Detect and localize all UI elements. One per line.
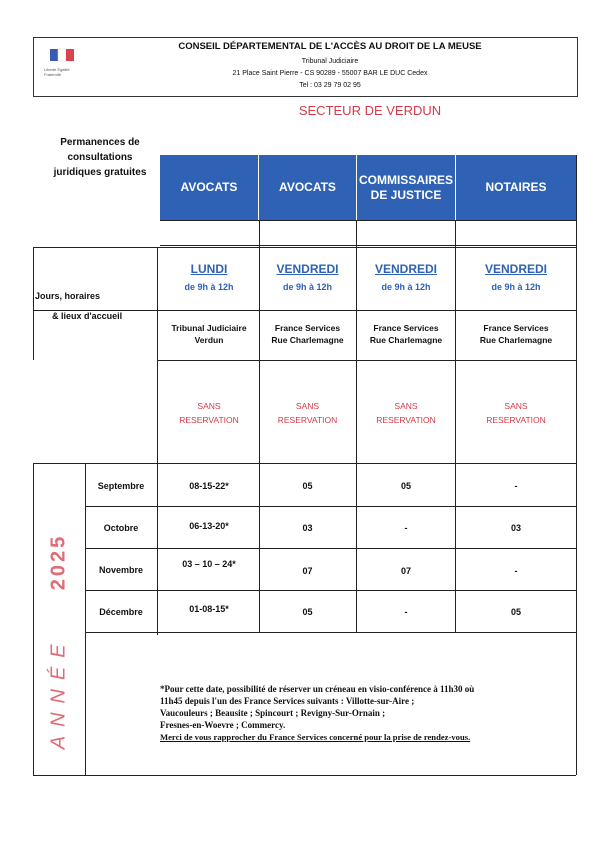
date-cell: 05 bbox=[400, 481, 411, 491]
org-title: CONSEIL DÉPARTEMENTAL DE L'ACCÈS AU DROIT DE LA MEUSE bbox=[178, 41, 482, 52]
date-cell: 05 bbox=[302, 481, 313, 491]
date-cell: - bbox=[514, 566, 518, 576]
sector-title: SECTEUR DE VERDUN bbox=[298, 103, 442, 118]
flag-icon bbox=[46, 47, 80, 67]
month-label: Novembre bbox=[98, 565, 143, 575]
month-label: Septembre bbox=[97, 481, 145, 491]
date-cell: - bbox=[404, 523, 408, 533]
resa-col-2: SANS RESERVATION bbox=[277, 401, 338, 425]
year-label: 2025 bbox=[47, 533, 70, 591]
date-cell: 01-08-15* bbox=[189, 604, 229, 614]
col-header-notaires: NOTAIRES bbox=[456, 155, 576, 220]
day-col-2: VENDREDI de 9h à 12h bbox=[276, 262, 339, 292]
republique-logo bbox=[46, 47, 80, 67]
footnote-line-3: Vaucouleurs ; Beausite ; Spincourt ; Revigny-Sur-Ornain ; bbox=[160, 708, 386, 718]
place-col-2: France Services Rue Charlemagne bbox=[271, 323, 344, 345]
date-cell: - bbox=[404, 607, 408, 617]
footnote bbox=[160, 683, 574, 743]
place-col-4: France Services Rue Charlemagne bbox=[479, 323, 553, 345]
footnote-line-5: Merci de vous rapprocher du France Services concerné pour la prise de rendez-vous. bbox=[160, 732, 471, 742]
org-sub2: 21 Place Saint Pierre - CS 90289 - 55007 BAR LE DUC Cedex bbox=[232, 70, 428, 77]
jours-label: Jours, horaires bbox=[35, 291, 101, 301]
place-col-1: Tribunal Judiciaire Verdun bbox=[171, 323, 247, 345]
date-cell: 05 bbox=[302, 607, 313, 617]
org-sub3: Tel : 03 29 79 02 95 bbox=[299, 82, 361, 89]
day-col-4: VENDREDI de 9h à 12h bbox=[484, 262, 547, 292]
annee-label: ANNÉE bbox=[47, 635, 70, 750]
col-header-avocats-1: AVOCATS bbox=[160, 155, 258, 220]
date-cell: - bbox=[514, 481, 518, 491]
date-cell: 08-15-22* bbox=[189, 481, 229, 491]
date-cell: 07 bbox=[400, 566, 411, 576]
intro-label: Permanences de consultations juridiques gratuites bbox=[53, 137, 147, 178]
date-cell: 06-13-20* bbox=[189, 521, 229, 531]
col-header-commissaires: COMMISSAIRES DE JUSTICE bbox=[357, 155, 455, 220]
resa-col-4: SANS RESERVATION bbox=[486, 401, 546, 425]
resa-col-3: SANS RESERVATION bbox=[376, 401, 436, 425]
footnote-line-1: *Pour cette date, possibilité de réserver un créneau en visio-conférence à 11h30 où bbox=[160, 684, 475, 694]
date-cell: 05 bbox=[510, 607, 521, 617]
org-sub1: Tribunal Judiciaire bbox=[301, 58, 359, 65]
place-col-3: France Services Rue Charlemagne bbox=[369, 323, 443, 345]
resa-col-1: SANS RESERVATION bbox=[179, 401, 239, 425]
logo-caption: Liberté Égalité Fraternité bbox=[44, 67, 70, 77]
day-col-3: VENDREDI de 9h à 12h bbox=[374, 262, 437, 292]
date-cell: 03 bbox=[510, 523, 521, 533]
date-cell: 03 bbox=[302, 523, 313, 533]
day-col-1: LUNDI de 9h à 12h bbox=[184, 262, 234, 292]
month-label: Décembre bbox=[99, 607, 143, 617]
footnote-line-2: 11h45 depuis l'un des France Services suivants : Villotte-sur-Aire ; bbox=[160, 696, 415, 706]
month-label: Octobre bbox=[103, 523, 139, 533]
col-header-avocats-2: AVOCATS bbox=[259, 155, 356, 220]
date-cell: 03 – 10 – 24* bbox=[182, 559, 236, 569]
footnote-line-4: Fresnes-en-Woevre ; Commercy. bbox=[160, 720, 286, 730]
lieux-label: & lieux d'accueil bbox=[52, 311, 123, 321]
date-cell: 07 bbox=[302, 566, 313, 576]
